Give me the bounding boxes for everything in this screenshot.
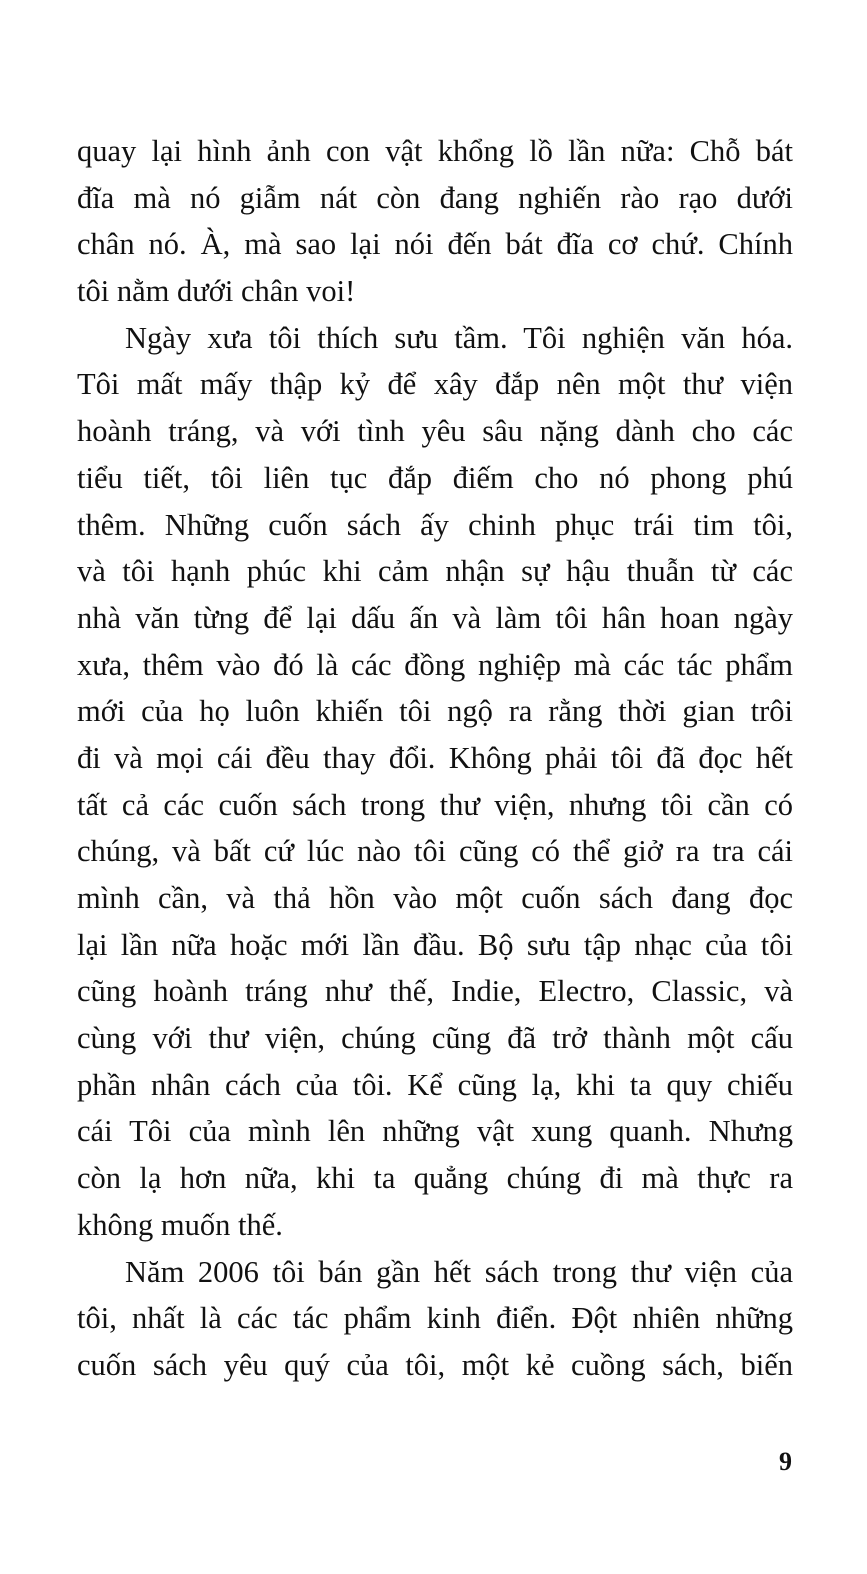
text-line: chúng, và bất cứ lúc nào tôi cũng có thể giở ra tra cái (77, 834, 793, 869)
text-line: Ngày xưa tôi thích sưu tầm. Tôi nghiện văn hóa. (125, 320, 793, 355)
text-line: Năm 2006 tôi bán gần hết sách trong thư viện của (125, 1254, 793, 1289)
text-line: không muốn thế. (77, 1207, 283, 1242)
text-line: tôi, nhất là các tác phẩm kinh điển. Đột nhiên những (77, 1301, 793, 1336)
text-line: cái Tôi của mình lên những vật xung quanh. Nhưng (77, 1114, 793, 1149)
page-number: 9 (779, 1447, 792, 1476)
text-line: cùng với thư viện, chúng cũng đã trở thành một cấu (77, 1021, 793, 1056)
text-line: thêm. Những cuốn sách ấy chinh phục trái tim tôi, (77, 507, 793, 542)
text-line: còn lạ hơn nữa, khi ta quẳng chúng đi mà thực ra (77, 1161, 793, 1196)
text-line: nhà văn từng để lại dấu ấn và làm tôi hân hoan ngày (77, 600, 793, 635)
text-line: đi và mọi cái đều thay đổi. Không phải tôi đã đọc hết (77, 740, 793, 775)
text-line: mình cần, và thả hồn vào một cuốn sách đang đọc (77, 881, 793, 915)
text-line: Tôi mất mấy thập kỷ để xây đắp nên một thư viện (77, 367, 793, 402)
text-line: cuốn sách yêu quý của tôi, một kẻ cuồng sách, biến (77, 1347, 793, 1382)
text-line: tôi nằm dưới chân voi! (77, 274, 356, 309)
body-text (77, 128, 793, 1389)
text-line: đĩa mà nó giẫm nát còn đang nghiến rào rạo dưới (77, 180, 793, 215)
text-line: tiểu tiết, tôi liên tục đắp điếm cho nó phong phú (77, 460, 793, 495)
text-line: lại lần nữa hoặc mới lần đầu. Bộ sưu tập nhạc của tôi (77, 927, 793, 962)
text-line: mới của họ luôn khiến tôi ngộ ra rằng thời gian trôi (77, 694, 793, 729)
text-line: chân nó. À, mà sao lại nói đến bát đĩa cơ chứ. Chính (77, 227, 793, 262)
text-line: hoành tráng, và với tình yêu sâu nặng dành cho các (77, 414, 793, 449)
text-line: xưa, thêm vào đó là các đồng nghiệp mà các tác phẩm (77, 647, 793, 682)
text-line: phần nhân cách của tôi. Kể cũng lạ, khi ta quy chiếu (77, 1067, 793, 1102)
text-line: và tôi hạnh phúc khi cảm nhận sự hậu thuẫn từ các (77, 554, 793, 589)
text-line: cũng hoành tráng như thế, Indie, Electro, Classic, và (77, 974, 793, 1009)
text-line: quay lại hình ảnh con vật khổng lồ lần nữa: Chỗ bát (77, 134, 793, 168)
text-line: tất cả các cuốn sách trong thư viện, nhưng tôi cần có (77, 787, 793, 822)
